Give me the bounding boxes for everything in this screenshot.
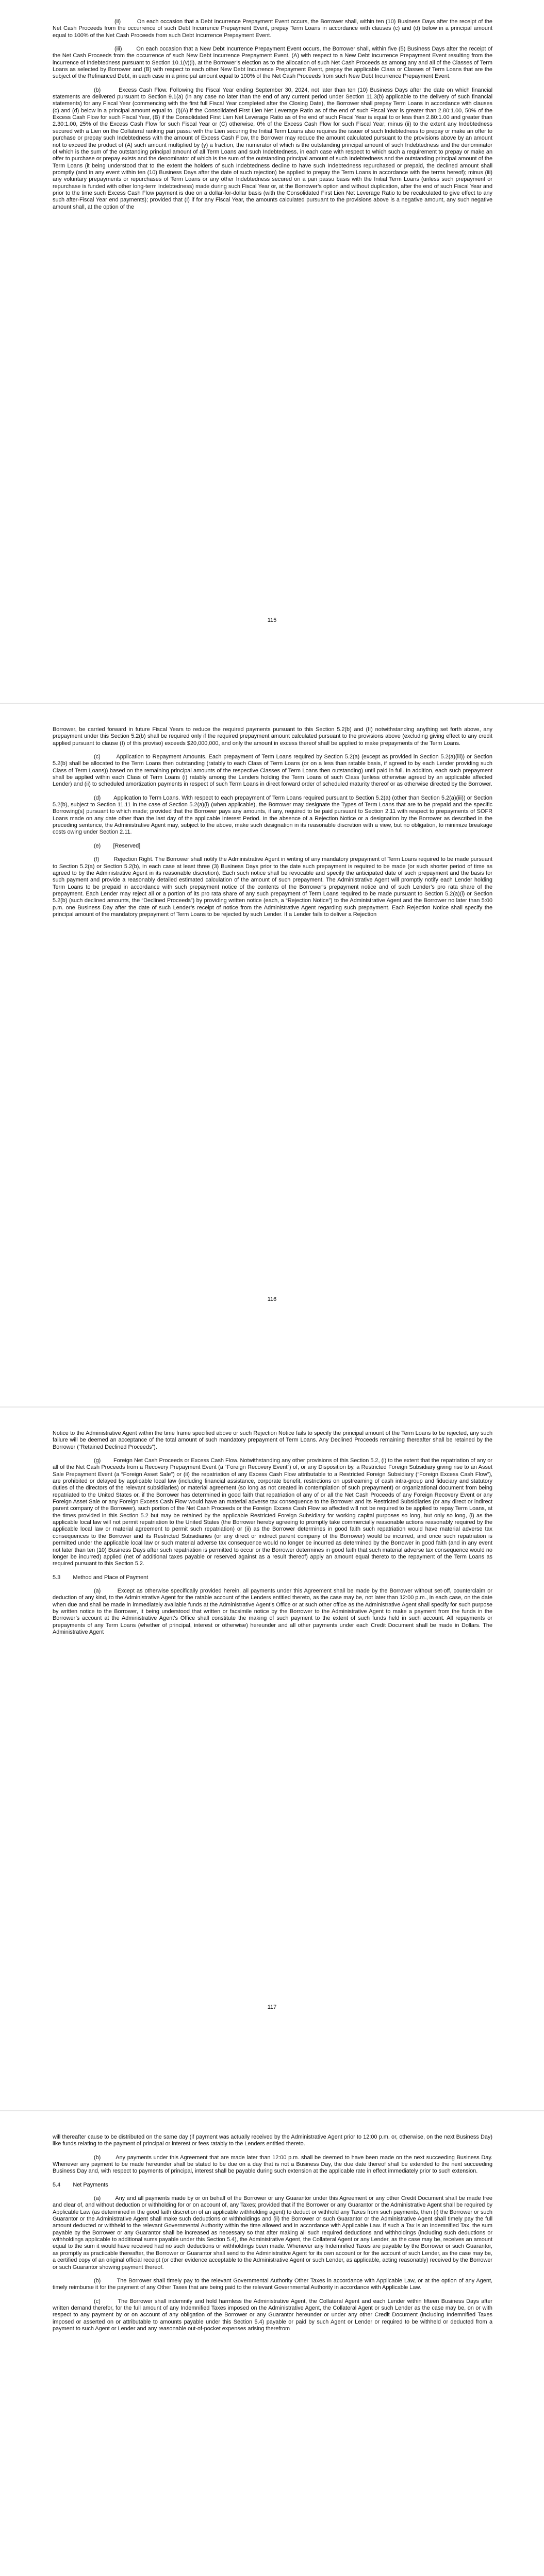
- page-body: [53, 726, 492, 925]
- paragraph: (c) The Borrower shall indemnify and hold harmless the Administrative Agent, the Collateral Agent and each Lender within fifteen Business Days after written demand therefor, for the full amount of any Indemnified Taxes imposed on the Administrative Agent, the Collateral Agent or such Lender as the case may be, on or with respect to any payment by or on account of any obligation of the Borrower or any Guarantor hereunder or under any other Credit Document (including Indemnified Taxes imposed or asserted on or attributable to amounts payable under this Section 5.4) payable or paid by such Agent or Lender or required to be withheld or deducted from a payment to such Agent or Lender and any reasonable out-of-pocket expenses arising therefrom: [53, 2298, 492, 2332]
- document-page: [0, 2111, 544, 2576]
- page-number: 117: [267, 2004, 277, 2010]
- section-heading: 5.3 Method and Place of Payment: [53, 1574, 149, 1581]
- page-number: 115: [267, 617, 277, 623]
- paragraph: (f) Rejection Right. The Borrower shall notify the Administrative Agent in writing of any mandatory prepayment of Term Loans required to be made pursuant to Section 5.2(a) or Section 5.2(b), in each case at least three (3) Business Days prior to the date such prepayment is required to be made (or such shorter period of time as agreed to by the Administrative Agent in its reasonable discretion). Each such notice shall be revocable and specify the anticipated date of such prepayment and the basis for such payment and provide a reasonably detailed estimated calculation of the amount of such prepayment. The Administrative Agent will promptly notify each Lender holding Term Loans to be prepaid in accordance with such prepayment notice of the contents of the Borrower’s prepayment notice and of such Lender’s pro rata share of the prepayment. Each Lender may reject all or a portion of its pro rata share of any such prepayment of Term Loans required to be made pursuant to Section 5.2(a)(i) or Section 5.2(b) (such declined amounts, the “Declined Proceeds”) by providing written notice (each, a “Rejection Notice”) to the Administrative Agent and the Borrower no later than 5:00 p.m. one Business Day after the date of such Lender’s receipt of notice from the Administrative Agent regarding such prepayment. Each Rejection Notice shall specify the principal amount of the mandatory prepayment of Term Loans to be rejected by such Lender. If a Lender fails to deliver a Rejection: [53, 856, 492, 918]
- paragraph: will thereafter cause to be distributed on the same day (if payment was actually received by the Administrative Agent prior to 12:00 p.m. or, otherwise, on the next Business Day) like funds relating to the payment of principal or interest or fees ratably to the Lenders entitled thereto.: [53, 2134, 492, 2147]
- paragraph: (b) The Borrower shall timely pay to the relevant Governmental Authority Other Taxes in accordance with Applicable Law, or at the option of any Agent, timely reimburse it for the payment of any Other Taxes that are being paid to the relevant Governmental Authority in accordance with Applicable Law.: [53, 2277, 492, 2291]
- page-number: 116: [267, 1296, 277, 1302]
- document-page: [0, 0, 544, 703]
- paragraph: (d) Application to Term Loans. With respect to each prepayment of Term Loans required pursuant to Section 5.2(a) (other than Section 5.2(a)(iii)) or Section 5.2(b), subject to Section 11.11 in the case of Section 5.2(a)(i) (when applicable), the Borrower may designate the Types of Term Loans that are to be prepaid and the specific Borrowing(s) pursuant to which made; provided that the Borrower pays any amounts, if any, required to be paid pursuant to Section 2.11 with respect to prepayments of SOFR Loans made on any date other than the last day of the applicable Interest Period. In the absence of a Rejection Notice or a designation by the Borrower as described in the preceding sentence, the Administrative Agent may, subject to the above, make such designation in its reasonable discretion with a view, but no obligation, to minimize breakage costs owing under Section 2.11.: [53, 794, 492, 836]
- page-body: [53, 1430, 492, 1642]
- paragraph: (g) Foreign Net Cash Proceeds or Excess Cash Flow. Notwithstanding any other provisions of this Section 5.2, (i) to the extent that the repatriation of any or all of the Net Cash Proceeds from a Recovery Prepayment Event (a “Foreign Recovery Event”) of, or any Disposition by, a Restricted Foreign Subsidiary giving rise to an Asset Sale Prepayment Event (a “Foreign Asset Sale”) or (ii) the repatriation of any Excess Cash Flow attributable to a Restricted Foreign Subsidiary (“Foreign Excess Cash Flow”), are prohibited or delayed by applicable local law (including financial assistance, corporate benefit, restrictions on upstreaming of cash intra-group and fiduciary and statutory duties of the directors of the relevant subsidiaries) or material agreement (so long as not created in contemplation of such prepayment) or organizational document from being repatriated to the United States or, if the Borrower has determined in good faith that repatriation of any of or all the Net Cash Proceeds of any Foreign Recovery Event or any Foreign Asset Sale or any Foreign Excess Cash Flow would have an material adverse tax consequence to the Borrower and its Restricted Subsidiaries (or any direct or indirect parent company of the Borrower), such portion of the Net Cash Proceeds or the Foreign Excess Cash Flow so affected will not be required to be applied to repay Term Loans, at the times provided in this Section 5.2 but may be retained by the applicable Restricted Foreign Subsidiary for working capital purposes so long, but only so long, (i) as the applicable local law will not permit repatriation to the United States (the Borrower hereby agreeing to promptly take commercially reasonable actions reasonably required by the applicable local law or material agreement to permit such repatriation) or (ii) as the Borrower determines in good faith such repatriation would have material adverse tax consequences to the Borrower and its Restricted Subsidiaries (or any direct or indirect parent company of the Borrower) would be incurred, and once such repatriation is permitted under the applicable local law or such material adverse tax consequence would no longer be incurred as determined by the Borrower in good faith (and in any event not later than ten (10) Business Days after such repatriation is permitted to occur or the Borrower determines in good faith that such material adverse tax consequence would no longer be incurred) applied (net of additional taxes payable or reserved against as a result thereof) apply an amount equal thereto to the repayment of the Term Loans as required pursuant to this Section 5.2.: [53, 1458, 492, 1567]
- paragraph: (iii) On each occasion that a New Debt Incurrence Prepayment Event occurs, the Borrower shall, within five (5) Business Days after the receipt of the Net Cash Proceeds from the occurrence of such New Debt Incurrence Prepayment Event, (A) with respect to a New Debt Incurrence Prepayment Event resulting from the incurrence of Indebtedness pursuant to Section 10.1(v)(i), at the Borrower’s election as to the allocation of such Net Cash Proceeds as among any and all of the Classes of Term Loans as selected by Borrower and (B) with respect to each other New Debt Incurrence Prepayment Event, prepay the applicable Class or Classes of Term Loans that are the subject of the Refinanced Debt, in each case in a principal amount equal to 100% of the Net Cash Proceeds from such New Debt Incurrence Prepayment Event.: [53, 46, 492, 80]
- section-heading: 5.4 Net Payments: [53, 2181, 108, 2188]
- document-page: [0, 1408, 544, 2111]
- paragraph: Borrower, be carried forward in future Fiscal Years to reduce the required payments pursuant to this Section 5.2(b) and (II) notwithstanding anything set forth above, any prepayment under this Section 5.2(b) shall be required only if the required prepayment amount calculated pursuant to the provisions above (excluding giving effect to any credit applied pursuant to clause (I) of this proviso) exceeds $20,000,000, and only the amount in excess thereof shall be applied to make prepayments of the Term Loans.: [53, 726, 492, 747]
- document-page: [0, 704, 544, 1407]
- page-body: [53, 19, 492, 217]
- paragraph: (e) [Reserved]: [94, 842, 141, 849]
- paragraph: (ii) On each occasion that a Debt Incurrence Prepayment Event occurs, the Borrower shall, within ten (10) Business Days after the receipt of the Net Cash Proceeds from the occurrence of such Debt Incurrence Prepayment Event, prepay Term Loans in accordance with clauses (c) and (d) below in a principal amount equal to 100% of the Net Cash Proceeds from such Debt Incurrence Prepayment Event.: [53, 19, 492, 39]
- paragraph: (c) Application to Repayment Amounts. Each prepayment of Term Loans required by Section 5.2(a) (except as provided in Section 5.2(a)(iii)) or Section 5.2(b) shall be allocated to the Term Loans then outstanding (ratably to each Class of Term Loans (or on a less than ratable basis, if agreed to by each Lender providing such Class of Term Loans)) based on the remaining principal amounts of the respective Classes of Term Loans then outstanding) until paid in full. In addition, each such prepayment shall be applied within each Class of Term Loans (i) ratably among the Lenders holding the Term Loans of such Class (unless otherwise agreed by an applicable affected Lender) and (ii) to scheduled amortization payments in respect of such Term Loans in direct forward order of scheduled maturity thereof or as otherwise directed by the Borrower.: [53, 754, 492, 788]
- page-body: [53, 2134, 492, 2339]
- paragraph: Notice to the Administrative Agent within the time frame specified above or such Rejection Notice fails to specify the principal amount of the Term Loans to be rejected, any such failure will be deemed an acceptance of the total amount of such mandatory prepayment of Term Loans. Any Declined Proceeds remaining thereafter shall be retained by the Borrower (“Retained Declined Proceeds”).: [53, 1430, 492, 1450]
- paragraph: (b) Excess Cash Flow. Following the Fiscal Year ending September 30, 2024, not later than ten (10) Business Days after the date on which financial statements are delivered pursuant to Section 9.1(a) (in any case no later than the end of any current period under Section 11.3(b) applicable to the delivery of such financial statements) for any Fiscal Year (commencing with the first full Fiscal Year completed after the Closing Date), the Borrower shall prepay Term Loans in accordance with clauses (c) and (d) below in a principal amount equal to, (i)(A) if the Consolidated First Lien Net Leverage Ratio as of the end of such Fiscal Year is greater than 2.80:1.00, 50% of the Excess Cash Flow for such Fiscal Year, (B) if the Consolidated First Lien Net Leverage Ratio as of the end of such Fiscal Year is equal to or less than 2.80:1.00 and greater than 2.30:1.00, 25% of the Excess Cash Flow for such Fiscal Year or (C) otherwise, 0% of the Excess Cash Flow for such Fiscal Year; minus (ii) to the extent any Indebtedness secured with a Lien on the Collateral ranking pari passu with the Lien securing the Initial Term Loans also requires the issuer of such Indebtedness to prepay or make an offer to purchase or prepay such Indebtedness with the amount of Excess Cash Flow, the Borrower may reduce the amount calculated pursuant to the provisions above by an amount not to exceed the product of (A) such amount multiplied by (y) a fraction, the numerator of which is the outstanding principal amount of such Indebtedness and the denominator of which is the sum of the outstanding principal amount of all Term Loans and such Indebtedness, in each case with respect to which such a requirement to prepay or make an offer to purchase or prepay exists and the denominator of which is the sum of the outstanding principal amount of such Indebtedness and the outstanding principal amount of the Term Loans (it being understood that to the extent the holders of such Indebtedness decline to have such Indebtedness repurchased or prepaid, the declined amount shall promptly (and in any event within ten (10) Business Days after the date of such rejection) be applied to prepay the Term Loans in accordance with the terms hereof); minus (iii) any voluntary prepayments or repurchases of Term Loans or any other Indebtedness secured on a pari passu basis with the Initial Term Loans (unless such prepayment or repurchase is funded with other long-term Indebtedness) made during such Fiscal Year or, at the Borrower’s option and without duplication, after the end of such Fiscal Year and prior to the time such Excess Cash Flow payment is due on a dollar-for-dollar basis (with the Consolidated First Lien Net Leverage Ratio to be recalculated to give effect to any such after-Fiscal Year end payments); provided that (I) if for any Fiscal Year, the amounts calculated pursuant to the provisions above is a negative amount, any such negative amount shall, at the option of the: [53, 87, 492, 210]
- paragraph: (b) Any payments under this Agreement that are made later than 12:00 p.m. shall be deemed to have been made on the next succeeding Business Day. Whenever any payment to be made hereunder shall be stated to be due on a day that is not a Business Day, the due date thereof shall be extended to the next succeeding Business Day and, with respect to payments of principal, interest shall be payable during such extension at the applicable rate in effect immediately prior to such extension.: [53, 2154, 492, 2175]
- paragraph: (a) Any and all payments made by or on behalf of the Borrower or any Guarantor under this Agreement or any other Credit Document shall be made free and clear of, and without deduction or withholding for or on account of, any Taxes; provided that if the Borrower or any Guarantor or the Administrative Agent shall be required by Applicable Law (as determined in the good faith discretion of an applicable withholding agent) to deduct or withhold any Taxes from such payments, then (i) the Borrower or such Guarantor or the Administrative Agent shall make such deductions or withholdings and (ii) the Borrower or such Guarantor or the Administrative Agent shall timely pay the full amount deducted or withheld to the relevant Governmental Authority within the time allowed and in accordance with Applicable Law. If such a Tax is an Indemnified Tax, the sum payable by the Borrower or any Guarantor shall be increased as necessary so that after making all such required deductions and withholdings (including such deductions or withholdings applicable to additional sums payable under this Section 5.4), the Administrative Agent, the Collateral Agent or any Lender, as the case may be, receives an amount equal to the sum it would have received had no such deductions or withholdings been made. Whenever any Indemnified Taxes are payable by the Borrower or such Guarantor, as promptly as practicable thereafter, the Borrower or Guarantor shall send to the Administrative Agent for its own account or for the account of such Lender, as the case may be, a certified copy of an original official receipt (or other evidence acceptable to the Administrative Agent or such Lender, as applicable, acting reasonably) received by the Borrower or such Guarantor showing payment thereof.: [53, 2195, 492, 2270]
- paragraph: (a) Except as otherwise specifically provided herein, all payments under this Agreement shall be made by the Borrower without set-off, counterclaim or deduction of any kind, to the Administrative Agent for the ratable account of the Lenders entitled thereto, as the case may be, not later than 12:00 p.m., in each case, on the date when due and shall be made in immediately available funds at the Administrative Agent’s Office or at such other office as the Administrative Agent shall specify for such purpose by written notice to the Borrower, it being understood that written or facsimile notice by the Borrower to the Administrative Agent to make a payment from the funds in the Borrower’s account at the Administrative Agent’s Office shall constitute the making of such payment to the extent of such funds held in such account. All repayments or prepayments of any Term Loans (whether of principal, interest or otherwise) hereunder and all other payments under each Credit Document shall be made in Dollars. The Administrative Agent: [53, 1587, 492, 1635]
